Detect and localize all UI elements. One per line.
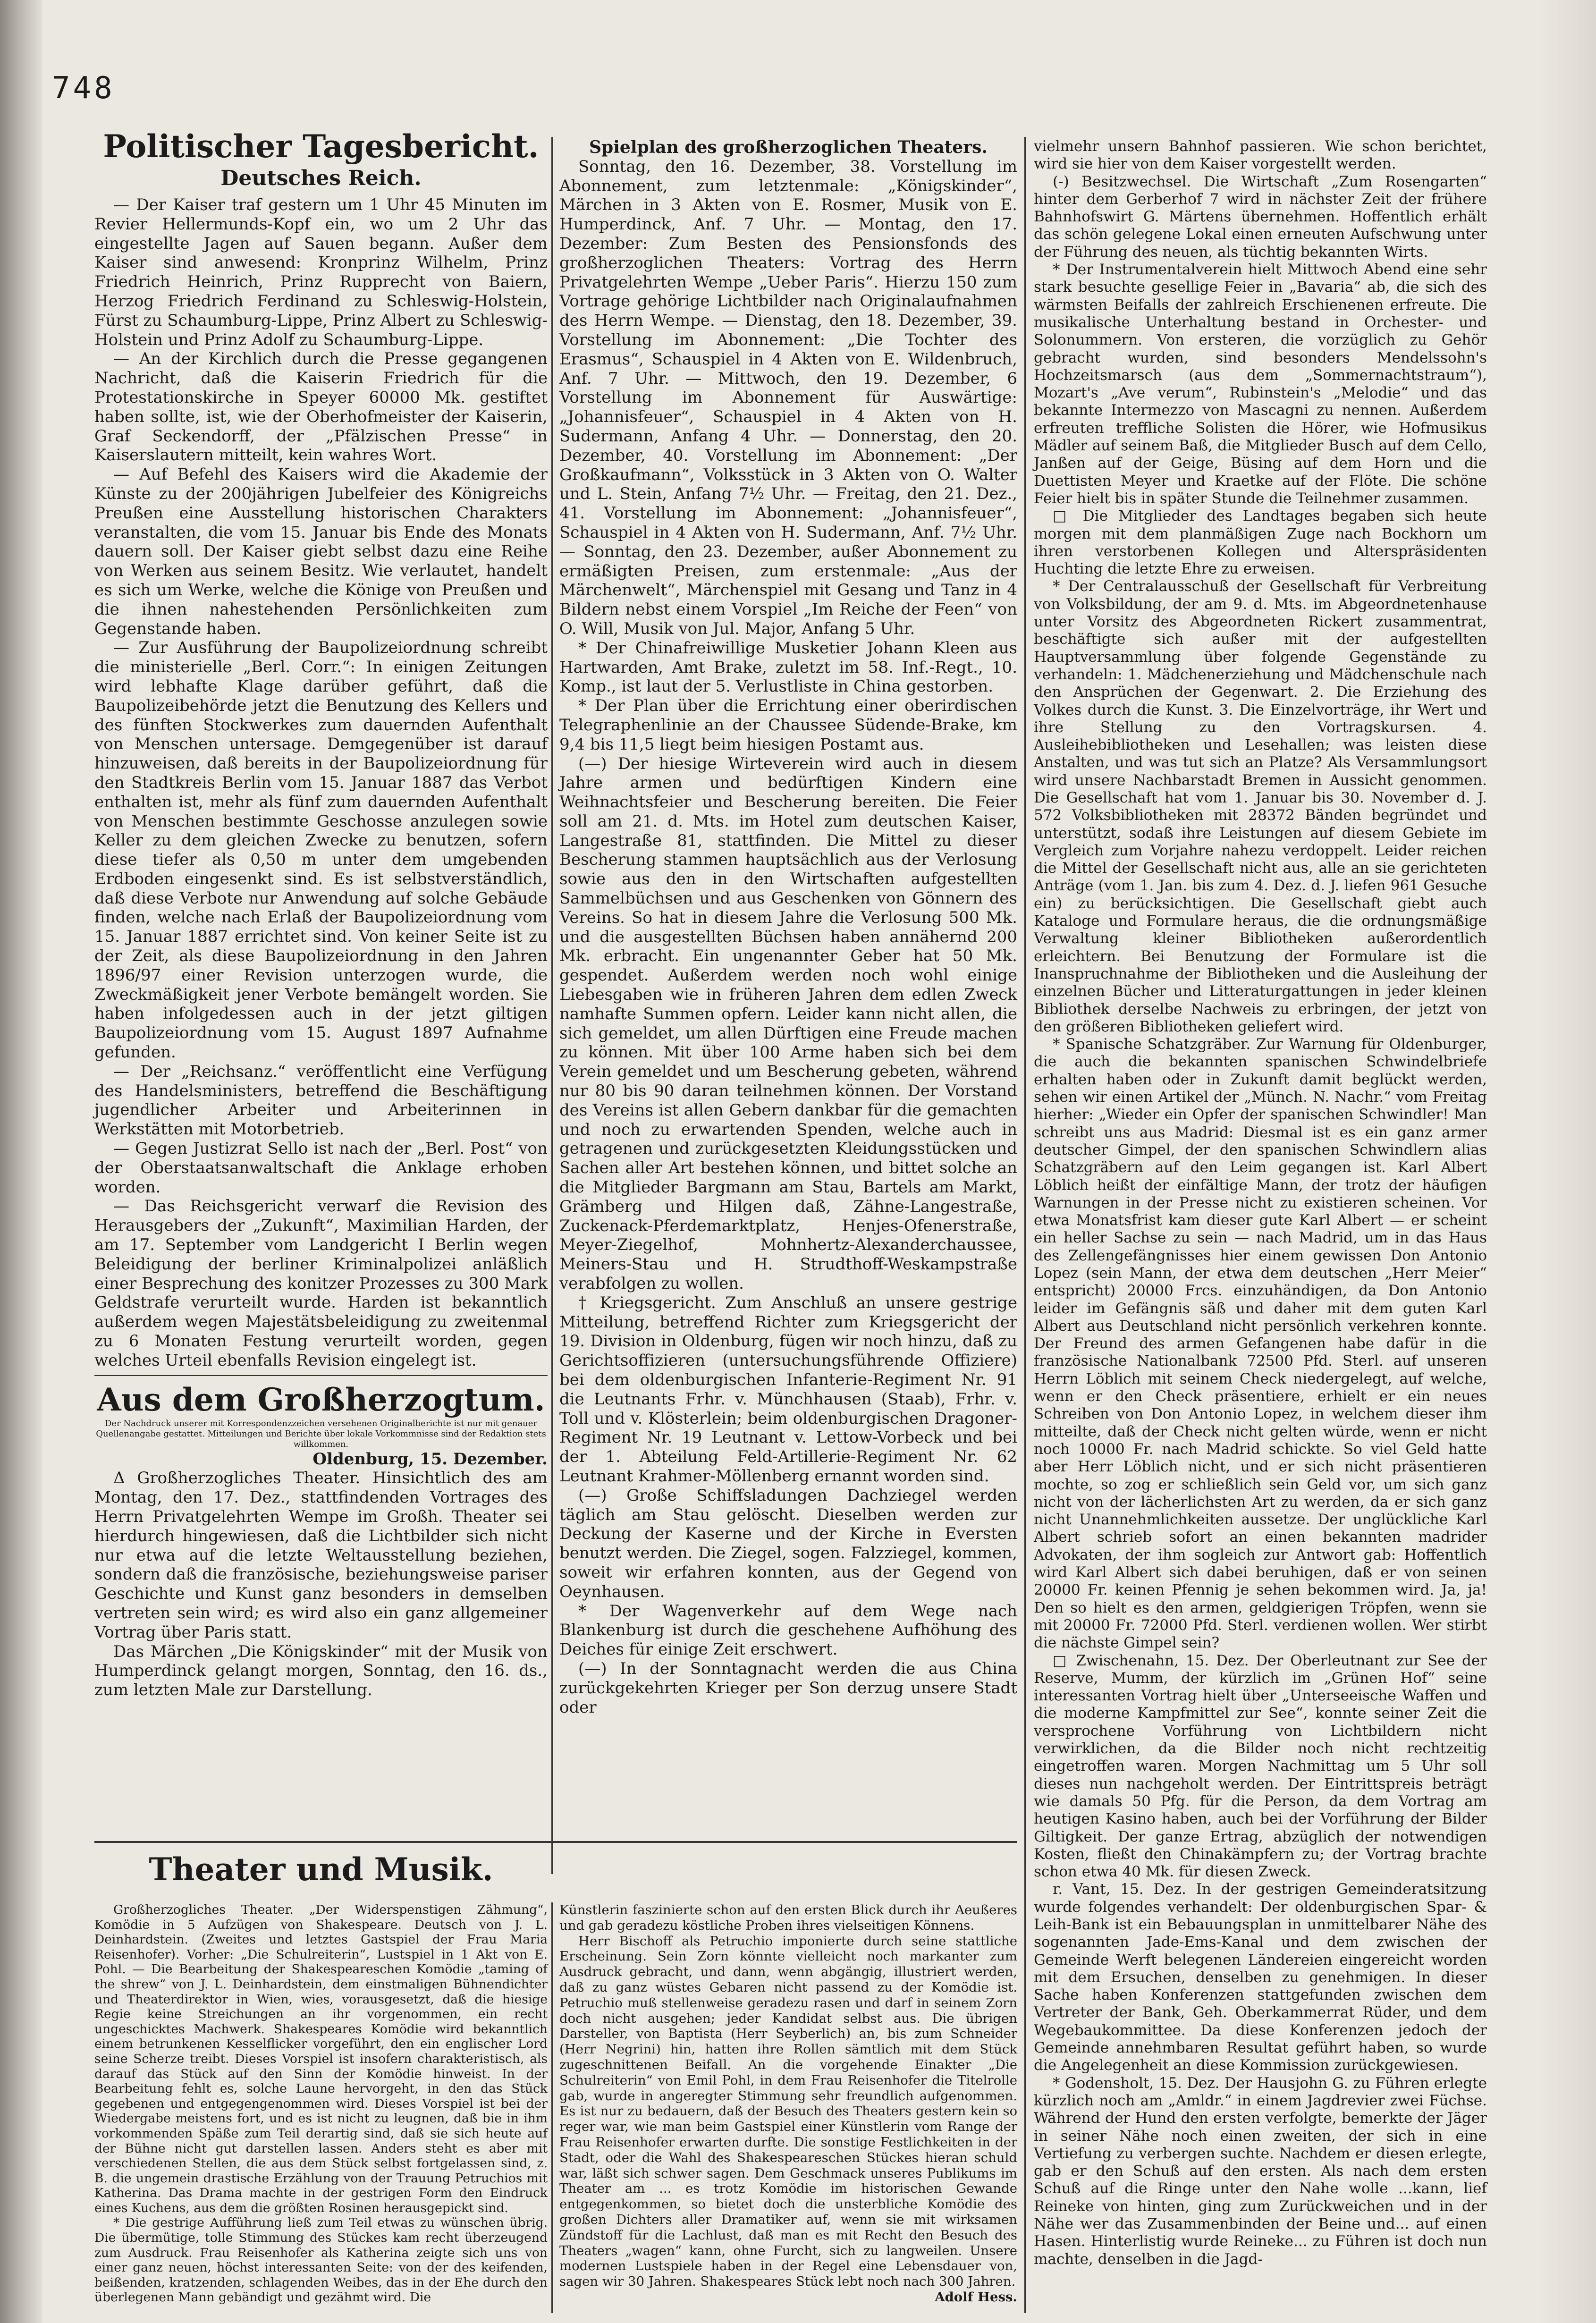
column-rule <box>551 1902 553 2313</box>
article-paragraph: — Der „Reichsanz.“ veröffentlicht eine Verfügung des Handelsministers, betreffend die Beschäftigung jugendlicher Arbeiter und Arbeiterinnen in Werkstätten mit Motorbetrieb. <box>94 1062 548 1139</box>
column-2 <box>559 138 1017 1717</box>
section-heading-theater-und-musik: Theater und Musik. <box>149 1851 493 1888</box>
theater-column-right <box>559 1902 1017 2305</box>
article-paragraph: (—) Der hiesige Wirteverein wird auch in diesem Jahre armen und bedürftigen Kindern eine Weihnachtsfeier und Bescherung bereiten. Die Feier soll am 21. d. Mts. im Hotel zum deutschen Kaiser, Langestraße 81, stattfinden. Die Mittel zu dieser Bescherung stammen hauptsächlich aus der Verlosung sowie aus den in den Wirtschaften aufgestellten Sammelbüchsen und aus Geschenken von Gönnern des Vereins. So hat in diesem Jahre die Verlosung 500 Mk. und die ausgestellten Büchsen haben annähernd 200 Mk. erbracht. Ein ungenannter Geber hat 50 Mk. gespendet. Außerdem werden noch wohl einige Liebesgaben wie in früheren Jahren dem edlen Zweck namhafte Summen opfern. Leider kann nicht allen, die sich gemeldet, um allen Dürftigen eine Freude machen zu können. Mit über 100 Arme haben sich bei dem Verein gemeldet und um Bescherung gebeten, während nur 80 bis 90 daran teilnehmen können. Der Vorstand des Vereins ist allen Gebern dankbar für die gemachten und noch zu erwartenden Spenden, welche auch in getragenen und zurückgesetzten Kleidungsstücken und Sachen aller Art bestehen können, und bittet solche an die Mitglieder Bargmann am Stau, Bartels am Markt, Grämberg und Hilgen daß, Zähne-Langestraße, Zuckenack-Pferdemarktplatz, Henjes-Ofenerstraße, Meyer-Ziegelhof, Mohnhertz-Alexanderchaussee, Meiners-Stau und H. Strudthoff-Weskampstraße verabfolgen zu wollen. <box>559 754 1017 1293</box>
article-paragraph: — Der Kaiser traf gestern um 1 Uhr 45 Minuten im Revier Hellermunds-Kopf ein, wo um 2 Uhr das eingestellte Jagen auf Sauen begann. Außer dem Kaiser sind anwesend: Kronprinz Wilhelm, Prinz Friedrich Heinrich, Prinz Rupprecht von Baiern, Herzog Friedrich Ferdinand zu Schleswig-Holstein, Fürst zu Schaumburg-Lippe, Prinz Albert zu Schleswig-Holstein und Prinz Adolf zu Schaumburg-Lippe. <box>94 195 548 349</box>
column-1 <box>94 127 548 1700</box>
article-paragraph: □ Zwischenahn, 15. Dez. Der Oberleutnant zur See der Reserve, Mumm, der kürzlich im „Grünen Hof“ seine interessanten Vortrag hielt über „Unterseeische Waffen und die moderne Kampfmittel zur See“, konnte seiner Zeit die versprochene Vorführung von Lichtbildern nicht verwirklichen, da die Bilder noch nicht rechtzeitig eingetroffen waren. Morgen Nachmittag um 5 Uhr soll dieses nun nachgeholt werden. Der Eintrittspreis beträgt wie damals 50 Pfg. für die Person, da dem Vortrag am heutigen Kasino haben, auch bei der Vorführung der Bilder Giltigkeit. Der ganze Ertrag, abzüglich der notwendigen Kosten, fließt den Chinakämpfern zu; der Vortrag brachte schon etwa 40 Mk. für diesen Zweck. <box>1034 1652 1487 1881</box>
column-rule <box>551 137 553 1874</box>
page-binding-shadow <box>0 0 42 2323</box>
page-number: 748 <box>52 71 115 106</box>
column-rule <box>1024 137 1026 2313</box>
column-3 <box>1034 138 1487 2268</box>
article-paragraph: □ Die Mitglieder des Landtages begaben sich heute morgen mit dem planmäßigen Zuge nach Bockhorn um ihren verstorbenen Kollegen und Alterspräsidenten Huchting die letzte Ehre zu erweisen. <box>1034 507 1487 578</box>
subheading-deutsches-reich: Deutsches Reich. <box>220 166 422 190</box>
review-paragraph: * Die gestrige Aufführung ließ zum Teil etwas zu wünschen übrig. Die übermütige, tolle Stimmung des Stückes kam recht überzeugend zum Ausdruck. Frau Reisenhofer als Katherina zeigte sich uns von einer ganz neuen, höchst interessanten Seite: von der des keifenden, beißenden, kratzenden, schlagenden Weibes, das in der Ehe durch den überlegenen Mann gebändigt und gezähmt wird. Die <box>94 2215 548 2305</box>
article-paragraph: * Godensholt, 15. Dez. Der Hausjohn G. zu Führen erlegte kürzlich noch am „Amldr.“ in einem Jagdrevier zwei Füchse. Während der Hund den ersten verfolgte, bemerkte der Jäger in seiner Nähe noch einen zweiten, der sich in eine Vertiefung zu verbergen suchte. Nachdem er diesen erlegte, gab er den Schuß auf den ersten. Als nach dem ersten Schuß auf die Ringe unter den Nahe wolle ...kann, lief Reineke von hinten, ging zum Zurückweichen und in der Nähe wer das Zusammenbinden der Beine und... auf einen Hasen. Hinterlistig wurde Reineke... zu Führen ist doch nun machte, denselben in die Jagd- <box>1034 2074 1487 2268</box>
article-paragraph: (—) In der Sonntagnacht werden die aus China zurückgekehrten Krieger per Son derzug unsere Stadt oder <box>559 1659 1017 1717</box>
dateline: Oldenburg, 15. Dezember. <box>312 1449 548 1469</box>
article-paragraph: * Der Centralausschuß der Gesellschaft für Verbreitung von Volksbildung, der am 9. d. Mts. im Abgeordnetenhause unter Vorsitz des Abgeordneten Rickert zusammentrat, beschäftigte sich außer mit der aufgestellten Hauptversammlung über folgende Gegenstände zu verhandeln: 1. Mädchenerziehung und Mädchenschule nach den Ansprüchen der Gegenwart. 2. Die Erziehung des Volkes durch die Kunst. 3. Die Einzelvorträge, ihr Wert und ihre Stellung zu den Vortragskursen. 4. Ausleihebibliotheken und Lesehallen; was leisten diese Anstalten, und was tut sich an Platze? Als Versammlungsort wird unsere Nachbarstadt Bremen in Aussicht genommen. Die Gesellschaft hat vom 1. Januar bis 30. November d. J. 572 Volksbibliotheken mit 28372 Bänden begründet und unterstützt, sodaß ihre Leistungen auf diesem Gebiete im Vergleich zum Vorjahre nahezu verdoppelt. Leider reichen die Mittel der Gesellschaft nicht aus, alle an sie gerichteten Anträge (vom 1. Jan. bis zum 4. Dez. d. J. liefen 961 Gesuche ein) zu berücksichtigen. Die Gesellschaft giebt auch Kataloge und Formulare heraus, die die ordnungsmäßige Verwaltung kleiner Bibliotheken außerordentlich erleichtern. Bei Benutzung der Formulare ist die Inanspruchnahme der Bibliotheken und die Ausleihung der einzelnen Bücher und Litteraturgattungen in jeder kleinen Bibliothek derselbe Nachweis zu erbringen, der jetzt von den größeren Bibliotheken geliefert wird. <box>1034 578 1487 1035</box>
headline-politischer-tagesbericht: Politischer Tagesbericht. <box>103 128 539 165</box>
article-paragraph: Das Märchen „Die Königskinder“ mit der Musik von Humperdinck gelangt morgen, Sonntag, den 16. ds., zum letzten Male zur Darstellung. <box>94 1642 548 1700</box>
article-paragraph: — An der Kirchlich durch die Presse gegangenen Nachricht, daß die Kaiserin Friedrich für die Protestationskirche in Speyer 60000 Mk. gestiftet haben sollte, ist, wie der Oberhofmeister der Kaiserin, Graf Seckendorff, der „Pfälzischen Presse“ in Kaiserslautern mitteilt, kein wahres Wort. <box>94 349 548 465</box>
article-paragraph: — Auf Befehl des Kaisers wird die Akademie der Künste zu der 200jährigen Jubelfeier des Königreichs Preußen eine Ausstellung historischen Charakters veranstalten, die vom 15. Januar bis Ende des Monats dauern soll. Der Kaiser giebt selbst dazu eine Reihe von Werken aus seinem Besitz. Wie verlautet, handelt es sich um Werke, welche die Könige von Preußen und die ihnen nahestehenden Persönlichkeiten zum Gegenstande haben. <box>94 465 548 638</box>
review-paragraph: Künstlerin faszinierte schon auf den ersten Blick durch ihr Aeußeres und gab geradezu köstliche Proben ihres vielseitigen Könnens. <box>559 1902 1017 1933</box>
article-paragraph: Sonntag, den 16. Dezember, 38. Vorstellung im Abonnement, zum letztenmale: „Königskinder“, Märchen in 3 Akten von E. Rosmer, Musik von E. Humperdinck, Anf. 7 Uhr. — Montag, den 17. Dezember: Zum Besten des Pensionsfonds des großherzoglichen Theaters: Vortrag des Herrn Privatgelehrten Wempe „Ueber Paris“. Hierzu 150 zum Vortrage gehörige Lichtbilder nach Originalaufnahmen des Herrn Wempe. — Dienstag, den 18. Dezember, 39. Vorstellung im Abonnement: „Die Tochter des Erasmus“, Schauspiel in 4 Akten von E. Wildenbruch, Anf. 7 Uhr. — Mittwoch, den 19. Dezember, 6 Vorstellung im Abonnement für Auswärtige: „Johannisfeuer“, Schauspiel in 4 Akten von H. Sudermann, Anfang 4 Uhr. — Donnerstag, den 20. Dezember, 40. Vorstellung im Abonnement: „Der Großkaufmann“, Volksstück in 3 Akten von O. Walter und L. Stein, Anfang 7½ Uhr. — Freitag, den 21. Dez., 41. Vorstellung im Abonnement: „Johannisfeuer“, Schauspiel in 4 Akten von H. Sudermann, Anf. 7½ Uhr. — Sonntag, den 23. Dezember, außer Abonnement zu ermäßigten Preisen, zum erstenmale: „Aus der Märchenwelt“, Märchenspiel mit Gesang und Tanz in 4 Bildern nebst einem Vorspiel „Im Reiche der Feen“ von O. Will, Musik von Jul. Major, Anfang 5 Uhr. <box>559 157 1017 638</box>
article-paragraph: † Kriegsgericht. Zum Anschluß an unsere gestrige Mitteilung, betreffend Richter zum Kriegsgericht der 19. Division in Oldenburg, fügen wir noch hinzu, daß zu Gerichtsoffizieren (untersuchungsführende Offiziere) bei dem oldenburgischen Infanterie-Regiment Nr. 91 die Leutnants Frhr. v. Münchhausen (Staab), Frhr. v. Toll und v. Klösterlein; beim oldenburgischen Dragoner-Regiment Nr. 19 Leutnant v. Lettow-Vorbeck und bei der 1. Abteilung Feld-Artillerie-Regiment Nr. 62 Leutnant Krahmer-Möllenberg ernannt worden sind. <box>559 1293 1017 1486</box>
theater-column-left <box>94 1902 548 2305</box>
article-paragraph: vielmehr unsern Bahnhof passieren. Wie schon berichtet, wird sie hier von dem Kaiser vorgestellt werden. <box>1034 138 1487 173</box>
article-paragraph: — Zur Ausführung der Baupolizeiordnung schreibt die ministerielle „Berl. Corr.“: In einigen Zeitungen wird lebhafte Klage darüber geführt, daß die Baupolizeibehörde jetzt die Benutzung des Kellers und des fünften Stockwerkes zum dauernden Aufenthalt von Menschen untersage. Demgegenüber ist darauf hinzuweisen, daß bereits in der Baupolizeiordnung für den Stadtkreis Berlin vom 15. Januar 1887 das Verbot enthalten ist, mehr als fünf zum dauernden Aufenthalt von Menschen bestimmte Geschosse anzulegen sowie Keller zu dem gleichen Zwecke zu benutzen, sofern diese tiefer als 0,50 m unter dem umgebenden Erdboden eingesenkt sind. Es ist selbstverständlich, daß diese Verbote nur Anwendung auf solche Gebäude finden, welche nach Erlaß der Baupolizeiordnung vom 15. Januar 1887 errichtet sind. Von keiner Seite ist zu der Zeit, als diese Baupolizeiordnung in den Jahren 1896/97 einer Revision unterzogen wurde, die Zweckmäßigkeit jener Verbote bemängelt worden. Sie haben infolgedessen auch in der jetzt giltigen Baupolizeiordnung vom 15. August 1897 Aufnahme gefunden. <box>94 638 548 1062</box>
heading-spielplan: Spielplan des großherzoglichen Theaters. <box>589 137 988 157</box>
article-paragraph: — Gegen Justizrat Sello ist nach der „Berl. Post“ von der Oberstaatsanwaltschaft die Anklage erhoben worden. <box>94 1139 548 1197</box>
article-paragraph: * Der Chinafreiwillige Musketier Johann Kleen aus Hartwarden, Amt Brake, zuletzt im 58. Inf.-Regt., 10. Komp., ist laut der 5. Verlustliste in China gestorben. <box>559 638 1017 696</box>
article-paragraph: * Der Instrumentalverein hielt Mittwoch Abend eine sehr stark besuchte gesellige Feier in „Bavaria“ ab, die sich des wärmsten Beifalls der zahlreich Erschienenen erfreute. Die musikalische Unterhaltung bestand in Orchester- und Solonummern. Von ersteren, die vorzüglich zu Gehör gebracht wurden, sind besonders Mendelssohn's Hochzeitsmarsch (aus dem „Sommernachtstraum“), Mozart's „Ave verum“, Rubinstein's „Melodie“ und das bekannte Intermezzo von Mascagni zu nennen. Außerdem erfreuten treffliche Solisten die Hörer, wie Hofmusikus Mädler auf seinem Baß, die Mitglieder Busch auf dem Cello, Janßen auf der Geige, Büsing auf dem Horn und die Duettisten Meyer und Kraetke auf der Flöte. Die schöne Feier hielt bis in später Stunde die Teilnehmer zusammen. <box>1034 261 1487 507</box>
article-paragraph: Δ Großherzogliches Theater. Hinsichtlich des am Montag, den 17. Dez., stattfindenden Vortrages des Herrn Privatgelehrten Wempe im Großh. Theater sei hierdurch hingewiesen, daß die Lichtbilder sich nicht nur etwa auf die letzte Weltausstellung beziehen, sondern daß die französische, beziehungsweise pariser Geschichte und Kunst ganz besonders in demselben vertreten sein wird; es wird also ein ganz allgemeiner Vortrag über Paris statt. <box>94 1469 548 1642</box>
section-rule <box>94 1375 548 1376</box>
article-paragraph: (-) Besitzwechsel. Die Wirtschaft „Zum Rosengarten“ hinter dem Gerberhof 7 wird in nächster Zeit der frühere Bahnhofswirt G. Märtens übernehmen. Hoffentlich erhält das schön gelegene Lokal einen erneuten Aufschwung unter der Führung des neuen, als tüchtig bekannten Wirts. <box>1034 173 1487 261</box>
article-paragraph: (—) Große Schiffsladungen Dachziegel werden täglich am Stau gelöscht. Dieselben werden zur Deckung der Kaserne und der Kirche in Eversten benutzt werden. Die Ziegel, sogen. Falzziegel, kommen, soweit wir erfahren konnten, aus der Gegend von Oeynhausen. <box>559 1486 1017 1601</box>
article-paragraph: — Das Reichsgericht verwarf die Revision des Herausgebers der „Zukunft“, Maximilian Harden, der am 17. September vom Landgericht I Berlin wegen Beleidigung der berliner Kriminalpolizei anläßlich einer Besprechung des konitzer Prozesses zu 300 Mark Geldstrafe verurteilt wurde. Harden ist bekanntlich außerdem wegen Majestätsbeleidigung zu zweitenmal zu 6 Monaten Festung verurteilt worden, gegen welches Urteil ebenfalls Revision eingelegt ist. <box>94 1197 548 1370</box>
section-heading-grossherzogtum: Aus dem Großherzogtum. <box>97 1381 545 1418</box>
review-paragraph: Großherzogliches Theater. „Der Widerspenstigen Zähmung“, Komödie in 5 Aufzügen von Shakespeare. Deutsch von J. L. Deinhardstein. (Zweites und letztes Gastspiel der Frau Maria Reisenhofer). Vorher: „Die Schulreiterin“, Lustspiel in 1 Akt von E. Pohl. — Die Bearbeitung der Shakespeareschen Komödie „taming of the shrew“ von J. L. Deinhardstein, dem einstmaligen Bühnendichter und Theaterdirektor in Wien, wies, vorausgesetzt, daß die hiesige Regie keine Streichungen an ihr vorgenommen, ein recht ungeschicktes Machwerk. Shakespeares Komödie wird bekanntlich einem betrunkenen Kesselflicker vorgeführt, den ein englischer Lord seine Scherze treibt. Dieses Vorspiel ist insofern charakteristisch, als darauf das Stück auf den Sinn der Komödie hinweist. In der Bearbeitung fehlt es, solche Laune hervorgeht, in den das Stück gegebenen und entgegengenommen wird. Dieses Vorspiel ist bei der Wiedergabe meistens fort, und es ist nicht zu leugnen, daß bie in ihm vorkommenden Späße zum Teil derartig sind, daß sie sich heute auf der Bühne nicht gut darstellen lassen. Anders steht es aber mit verschiedenen Stellen, die aus dem Stück selbst fortgelassen sind, z. B. die ungemein drastische Erzählung von der Trauung Petruchios mit Katherina. Das Drama machte in der gestrigen Form den Eindruck eines Kuchens, aus dem die größten Rosinen herausgepickt sind. <box>94 1902 548 2215</box>
review-paragraph: Herr Bischoff als Petruchio imponierte durch seine stattliche Erscheinung. Sein Zorn könnte vielleicht noch markanter zum Ausdruck gebracht, und dann, wenn abgängig, illustriert werden, daß zu ganz wüstes Gebaren nicht passend zu der Komödie ist. Petruchio muß stellenweise geradezu rasen und darf in seinem Zorn doch nicht ausgehen; jeder Kandidat selbst aus. Die übrigen Darsteller, von Baptista (Herr Seyberlich) an, bis zum Schneider (Herr Negrini) hin, hatten ihre Rollen sämtlich mit dem Stück zugeschnittenen Beifall. An die vorgehende Einakter „Die Schulreiterin“ von Emil Pohl, in dem Frau Reisenhofer die Titelrolle gab, wurde in angeregter Stimmung sehr freundlich aufgenommen. Es ist nur zu bedauern, daß der Besuch des Theaters gestern kein so reger war, wie man beim Gastspiel einer Künstlerin vom Range der Frau Reisenhofer erwarten durfte. Die sonstige Festlichkeiten in der Stadt, oder die Wahl des Shakespeareschen Stückes hieran schuld war, läßt sich schwer sagen. Dem Geschmack unseres Publikums im Theater am ... es trotz Komödie im historischen Gewande entgegenkommen, so bietet doch die unsterbliche Komödie des großen Dichters aller Dramatiker auf, wenn sie mit wirksamen Zündstoff für die Lachlust, daß man es mit Recht den Besuch des Theaters „wagen“ kann, ohne Furcht, sich zu langweilen. Unsere modernen Lustspiele haben in der Regel eine Lebensdauer von, sagen wir 30 Jahren. Shakespeares Stück lebt noch nach 300 Jahren. <box>559 1933 1017 2289</box>
article-paragraph: r. Vant, 15. Dez. In der gestrigen Gemeinderatsitzung wurde folgendes verhandelt: Der oldenburgischen Spar- & Leih-Bank ist ein Bebauungsplan in unmittelbarer Nähe des sogenannten Jade-Ems-Kanal und dem zwischen der Gemeinde Werft belegenen Ländereien eingereicht worden mit dem Ersuchen, denselben zu genehmigen. In dieser Sache haben Konferenzen stattgefunden zwischen dem Vertreter der Bank, Geh. Oberkammerrat Rüder, und dem Wegebaukommittee. Da diese Konferenzen jedoch der Gemeinde annehmbaren Resultat geführt haben, so wurde die Angelegenheit an diese Kommission zurückgewiesen. <box>1034 1881 1487 2074</box>
article-paragraph: * Spanische Schatzgräber. Zur Warnung für Oldenburger, die auch die bekannten spanischen Schwindelbriefe erhalten haben oder in Zukunft damit beglückt werden, sehen wir einen Artikel der „Münch. N. Nachr.“ vom Freitag hierher: „Wieder ein Opfer der spanischen Schwindler! Man schreibt uns aus Madrid: Diesmal ist es ein ganz armer deutscher Gimpel, der den spanischen Schwindlern alias Schatzgräbern auf den Leim gegangen ist. Karl Albert Löblich heißt der einfältige Mann, der trotz der häufigen Warnungen in der Presse nicht zu existieren scheinen. Vor etwa Monatsfrist kam dieser gute Karl Albert — er scheint ein heller Sachse zu sein — nach Madrid, um in das Haus des Zellengefängnisses hier einem gewissen Don Antonio Lopez (sein Mann, der etwa dem deutschen „Herr Meier“ entspricht) 20000 Frcs. einzuhändigen, da Don Antonio leider im Gefängnis säß und daher mit dem guten Karl Albert aus Deutschland nicht persönlich verkehren konnte. Der Freund des armen Gefangenen habe dafür in die französische Nationalbank 72500 Pfd. Sterl. auf unseren Herrn Löblich mit seinem Check niedergelegt, auf welche, wenn er den Check präsentiere, erhielt er ein neues Schreiben von Don Antonio Lopez, in welchem dieser ihm mitteilte, daß der Check nicht gelten würde, wenn er nicht noch 10000 Fr. nach Madrid schickte. So viel Geld hatte aber Herr Löblich nicht, und er sich nicht präsentieren mochte, so zog er schließlich sein Geld vor, um sich ganz nicht von der lächerlichsten Art zu werden, da er sich ganz nicht Unannehmlichkeiten aussetze. Der unglückliche Karl Albert schrieb sofort an einen bekannten madrider Advokaten, der ihm sogleich zur Antwort gab: Hoffentlich wird Karl Albert sich dabei beruhigen, daß er von seinen 20000 Fr. keinen Pfennig je sehen bekommen wird. Ja, ja! Den so hielt es den armen, geldgierigen Tröpfen, wenn sie mit 20000 Fr. 72000 Pfd. Sterl. verdienen wollen. Wer stirbt die nächste Gimpel sein? <box>1034 1036 1487 1652</box>
section-rule <box>94 1841 1017 1843</box>
page-edge <box>1539 0 1596 2323</box>
article-paragraph: * Der Wagenverkehr auf dem Wege nach Blankenburg ist durch die geschehene Aufhöhung des Deiches für einige Zeit erschwert. <box>559 1601 1017 1659</box>
reprint-notice: Der Nachdruck unserer mit Korrespondenzzeichen versehenen Originalberichte ist nur mit genauer Quellenangabe gestattet. Mitteilungen und Berichte über lokale Vorkommnisse sind der Redaktion stets willkommen. <box>96 1418 546 1449</box>
article-paragraph: * Der Plan über die Errichtung einer oberirdischen Telegraphenlinie an der Chaussee Südende-Brake, km 9,4 bis 11,5 liegt beim hiesigen Postamt aus. <box>559 696 1017 754</box>
author-signature: Adolf Hess. <box>935 2289 1017 2305</box>
